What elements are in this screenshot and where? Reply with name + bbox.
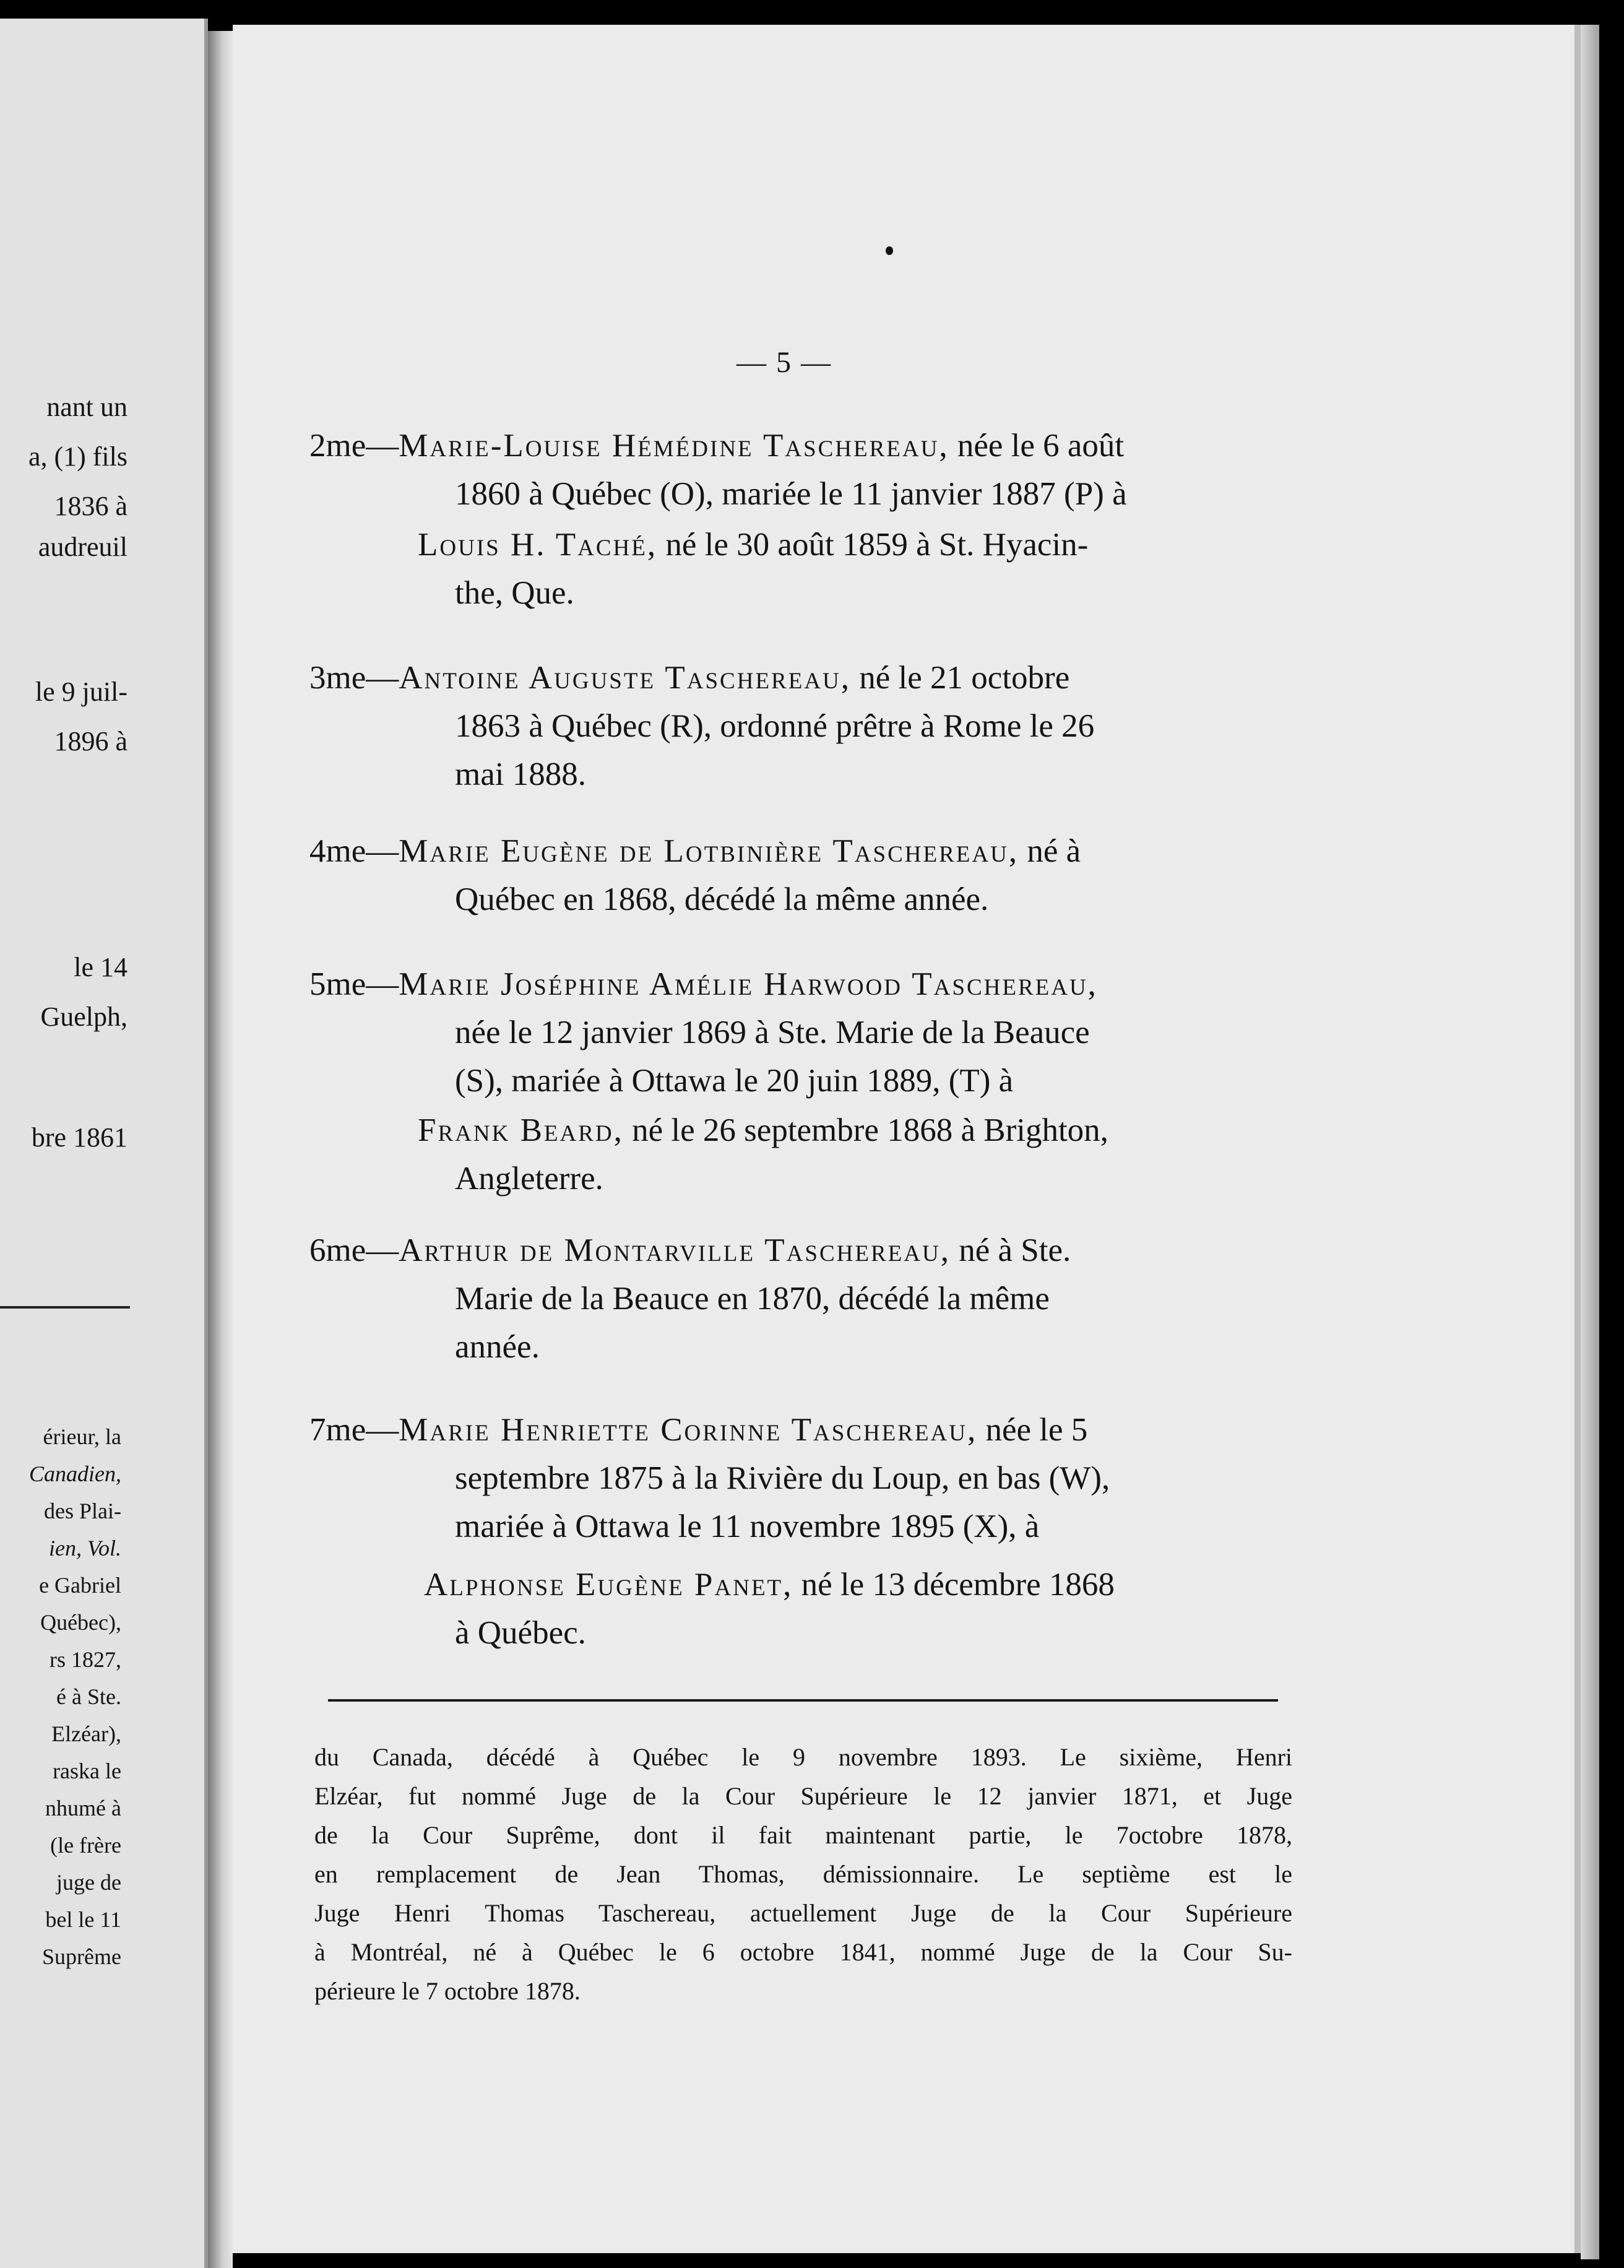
entry-ordinal: 2me— — [309, 428, 399, 464]
footnote-line: en remplacement de Jean Thomas, démissionnaire. Le septième est le — [314, 1860, 1292, 1888]
left-text-line: bre 1861 — [31, 1122, 127, 1153]
page-number: — 5 — — [736, 346, 832, 379]
left-footnote-line: juge de — [56, 1870, 121, 1895]
entry-text: né le 13 décembre 1868 — [801, 1567, 1115, 1603]
left-footnote-line: érieur, la — [43, 1424, 121, 1449]
entry-text: née le 5 — [985, 1412, 1088, 1448]
left-text-line: 1836 à — [54, 491, 127, 521]
footnote-line: du Canada, décédé à Québec le 9 novembre 1893. Le sixième, Henri — [314, 1743, 1292, 1771]
footnote-line: à Montréal, né à Québec le 6 octobre 1841, nommé Juge de la Cour Su- — [314, 1938, 1292, 1966]
left-footnote-line: rs 1827, — [50, 1647, 121, 1672]
entry-text: 1863 à Québec (R), ordonné prêtre à Rome le 26 — [455, 708, 1095, 744]
entry-name: Antoine Auguste Taschereau, — [399, 660, 852, 696]
entry-text: (S), mariée à Ottawa le 20 juin 1889, (T) à — [455, 1063, 1014, 1099]
footnote-line: périeure le 7 octobre 1878. — [314, 1977, 581, 2005]
entry-text: né le 26 septembre 1868 à Brighton, — [632, 1112, 1108, 1148]
entry-text: the, Que. — [455, 575, 574, 611]
left-footnote-line: (le frère — [50, 1833, 121, 1858]
book-gutter — [208, 31, 233, 2268]
entry-text: née le 12 janvier 1869 à Ste. Marie de la Beauce — [455, 1015, 1090, 1050]
footnote-rule — [328, 1699, 1278, 1702]
entry-text: année. — [455, 1329, 540, 1365]
left-footnote-line: Québec), — [40, 1610, 121, 1635]
entry-name: Marie Henriette Corinne Taschereau, — [399, 1412, 978, 1448]
spouse-name: Alphonse Eugène Panet, — [424, 1567, 793, 1603]
footnote-line: Elzéar, fut nommé Juge de la Cour Supérieure le 12 janvier 1871, et Juge — [314, 1782, 1292, 1810]
left-text-line: le 9 juil- — [35, 677, 127, 707]
entry-text: 1860 à Québec (O), mariée le 11 janvier 1887 (P) à — [455, 476, 1127, 512]
left-footnote-line: ien, Vol. — [49, 1536, 121, 1560]
left-footnote-line: Suprême — [42, 1944, 121, 1969]
page-edge — [1581, 25, 1599, 2259]
entry-text: mai 1888. — [455, 756, 586, 792]
left-page-fragment — [0, 19, 208, 2268]
left-footnote-line: Elzéar), — [51, 1721, 121, 1746]
entry-text: Québec en 1868, décédé la même année. — [455, 881, 989, 917]
entry-name: Arthur de Montarville Taschereau, — [399, 1232, 951, 1268]
entry-ordinal: 3me— — [309, 660, 399, 696]
left-footnote-line: Canadien, — [29, 1461, 121, 1486]
entry-text: né à Ste. — [959, 1232, 1071, 1268]
entry-ordinal: 7me— — [309, 1412, 399, 1448]
entry-ordinal: 4me— — [309, 833, 399, 869]
left-text-line: audreuil — [38, 532, 127, 562]
entry-ordinal: 5me— — [309, 966, 399, 1002]
entry-text: à Québec. — [455, 1615, 586, 1651]
left-text-line: nant un — [46, 392, 127, 422]
spouse-name: Louis H. Taché, — [418, 527, 658, 563]
entry-text: né le 21 octobre — [859, 660, 1070, 696]
entry-text: né à — [1027, 833, 1081, 869]
left-footnote-rule — [0, 1306, 130, 1309]
left-text-line: le 14 — [74, 952, 127, 982]
entry-text: Marie de la Beauce en 1870, décédé la même — [455, 1281, 1050, 1317]
entry-ordinal: 6me— — [309, 1232, 399, 1268]
left-footnote-line: é à Ste. — [56, 1684, 121, 1709]
left-footnote-line: bel le 11 — [45, 1907, 121, 1932]
left-text-line: a, (1) fils — [28, 441, 127, 472]
left-footnote-line: raska le — [53, 1759, 121, 1783]
entry-text: né le 30 août 1859 à St. Hyacin- — [665, 527, 1089, 563]
ink-speck — [886, 246, 893, 255]
entry-text: septembre 1875 à la Rivière du Loup, en bas (W), — [455, 1460, 1110, 1496]
entry-name: Marie Joséphine Amélie Harwood Taschereau, — [399, 966, 1098, 1002]
entry-text: Angleterre. — [455, 1161, 603, 1197]
left-footnote-line: e Gabriel — [39, 1573, 121, 1598]
left-footnote-line: nhumé à — [45, 1796, 121, 1820]
entry-name: Marie-Louise Hémédine Taschereau, — [399, 428, 949, 464]
footnote-line: Juge Henri Thomas Taschereau, actuellement Juge de la Cour Supérieure — [314, 1899, 1292, 1927]
entry-text: née le 6 août — [957, 428, 1125, 464]
entry-name: Marie Eugène de Lotbinière Taschereau, — [399, 833, 1019, 869]
left-text-line: 1896 à — [54, 726, 127, 756]
footnote-line: de la Cour Suprême, dont il fait maintenant partie, le 7octobre 1878, — [314, 1821, 1292, 1849]
spouse-name: Frank Beard, — [418, 1112, 624, 1148]
left-text-line: Guelph, — [40, 1002, 127, 1032]
left-footnote-line: des Plai- — [44, 1499, 121, 1523]
entry-text: mariée à Ottawa le 11 novembre 1895 (X), à — [455, 1508, 1040, 1544]
